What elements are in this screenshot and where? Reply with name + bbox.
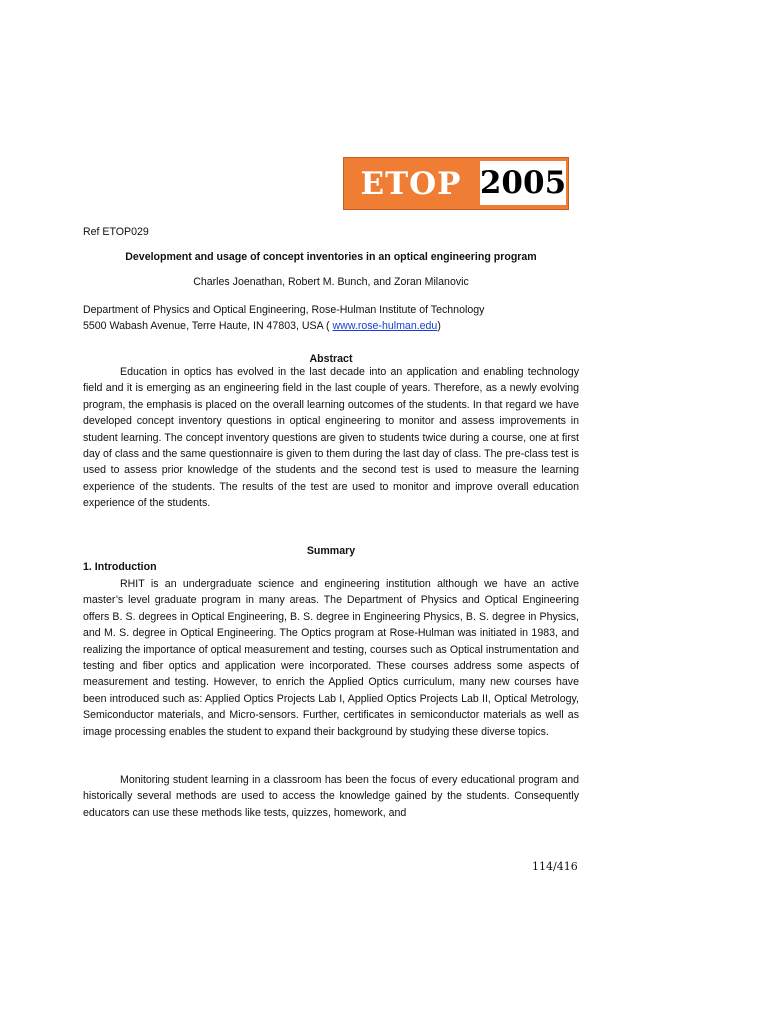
affiliation-line-1: Department of Physics and Optical Engineering, Rose-Hulman Institute of Technology [83, 304, 485, 316]
introduction-paragraph-2 [83, 772, 579, 821]
logo-year-text: 2005 [480, 161, 566, 205]
introduction-heading: 1. Introduction [83, 561, 157, 573]
logo-etop-text: ETOP [360, 165, 462, 202]
summary-heading: Summary [306, 545, 356, 557]
affiliation [83, 302, 484, 335]
abstract-text: Education in optics has evolved in the last decade into an application and enabling technology field and it is emerging as an engineering field in the last couple of years. Therefore, as a newly evolving program, the emphasis is placed on the overall learning outcomes of the students. In that regard we have developed concept inventory questions in optical engineering to monitor and assess improvements in student learning. The concept inventory questions are given to students twice during a course, one at first day of class and the same questionnaire is given to them during the last day of class. The pre-class test is used to assess prior knowledge of the students and the second test is used to measure the learning experience of the students. The results of the test are used to monitor and improve overall education experience of the students. [83, 366, 579, 510]
paper-title: Development and usage of concept inventories in an optical engineering program [125, 251, 537, 263]
page-number: 114/416 [532, 860, 578, 873]
address-close: ) [437, 320, 441, 333]
website-link[interactable]: www.rose-hulman.edu [332, 320, 438, 333]
abstract-paragraph [83, 364, 579, 512]
affiliation-line-2 [83, 318, 484, 334]
abstract-heading: Abstract [309, 353, 353, 365]
address-text: 5500 Wabash Avenue, Terre Haute, IN 47803, USA ( [83, 320, 330, 333]
introduction-para1-text: RHIT is an undergraduate science and engineering institution although we have an active master’s level graduate program in many areas. The Department of Physics and Optical Engineering offers B. S. degrees in Optical Engineering, B. S. degree in Engineering Physics, B. S. degree in Physics, and M. S. degree in Optical Engineering. The Optics program at Rose-Hulman was initiated in 1983, and realizing the importance of optical measurement and testing, courses such as Optical instrumentation and testing and fiber optics and application were incorporated. These courses address some aspects of measurement and testing. However, to enrich the Applied Optics curriculum, many new courses have been introduced such as: Applied Optics Projects Lab I, Applied Optics Projects Lab II, Optical Metrology, Semiconductor materials, and Micro-sensors. Further, certificates in semiconductor materials as well as image processing enables the student to expand their background by studying these diverse topics. [83, 578, 579, 738]
introduction-paragraph-1 [83, 576, 579, 740]
author-list: Charles Joenathan, Robert M. Bunch, and Zoran Milanovic [193, 276, 469, 288]
introduction-para2-text: Monitoring student learning in a classroom has been the focus of every educational program and historically several methods are used to access the knowledge gained by the students. Consequently educators can use these methods like tests, quizzes, homework, and [83, 774, 579, 819]
etop-2005-logo [343, 157, 569, 210]
reference-id: Ref ETOP029 [83, 226, 149, 238]
